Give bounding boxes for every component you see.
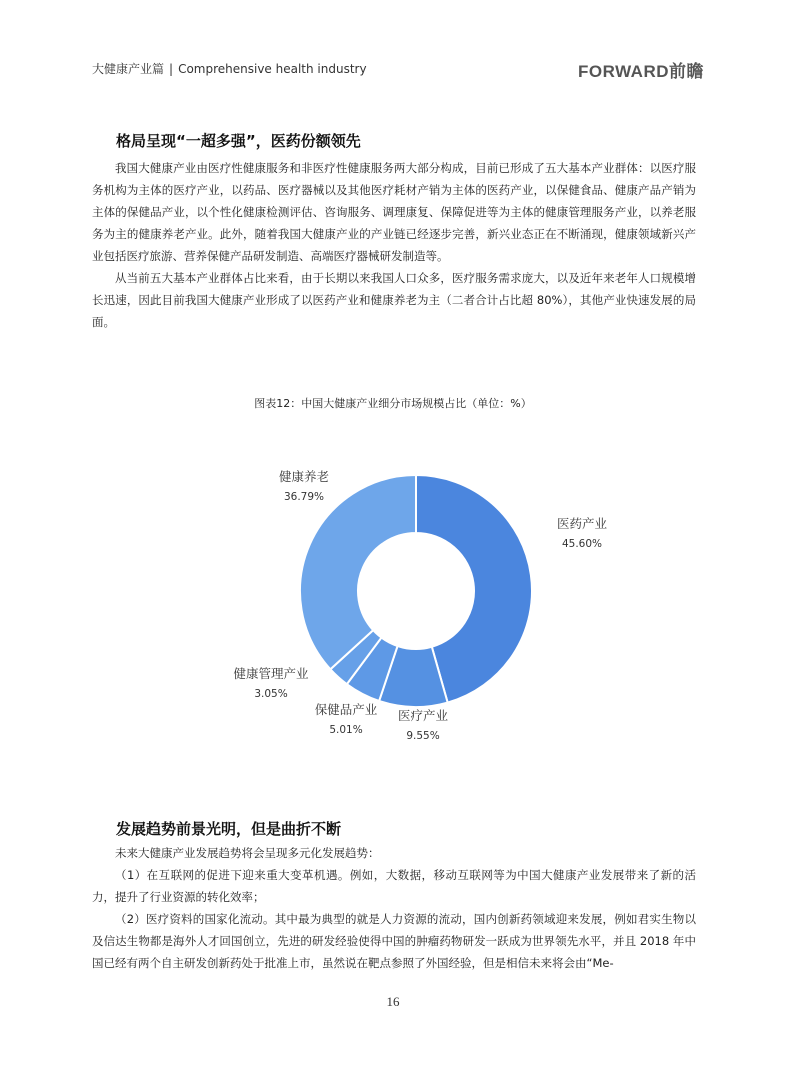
- slice-label-3: 保健品产业: [314, 702, 378, 717]
- slice-value-1: 45.60%: [561, 538, 603, 550]
- section2-heading: 发展趋势前景光明，但是曲折不断: [116, 820, 342, 838]
- section2-paragraph-2: （1）在互联网的促进下迎来重大变革机遇。例如，大数据，移动互联网等为中国大健康产业发展带来了新的活力，提升了行业资源的转化效率；: [92, 868, 696, 904]
- header-title-cn: 大健康产业篇: [92, 62, 165, 76]
- donut-slices: [300, 475, 532, 707]
- section1-paragraph-1: 我国大健康产业由医疗性健康服务和非医疗性健康服务两大部分构成，目前已形成了五大基本产业群体：以医疗服务机构为主体的医疗产业，以药品、医疗器械以及其他医疗耗材产销为主体的医药产业，以保健食品、健康产品产销为主体的保健品产业，以个性化健康检测评估、咨询服务、调理康复、保障促进等为主体的健康管理服务产业，以养老服务为主的健康养老产业。此外，随着我国大健康产业的产业链已经逐步完善，新兴业态正在不断涌现，健康领域新兴产业包括医疗旅游、营养保健产品研发制造、高端医疗器械研发制造等。: [92, 161, 696, 263]
- forward-logo: FORWARD前瞻: [578, 62, 705, 81]
- slice-label-2: 医疗产业: [397, 708, 449, 723]
- section1-paragraph-2: 从当前五大基本产业群体占比来看，由于长期以来我国人口众多，医疗服务需求庞大，以及近年来老年人口规模增长迅速，因此目前我国大健康产业形成了以医药产业和健康养老为主（二者合计占比超 80%），其他产业快速发展的局面。: [92, 271, 696, 329]
- slice-label-5: 健康养老: [278, 469, 330, 484]
- slice-label-1: 医药产业: [556, 516, 608, 531]
- slice-value-5: 36.79%: [283, 491, 325, 503]
- page-number: 16: [386, 994, 400, 1009]
- donut-slice-5: [300, 475, 416, 669]
- section2-body: [92, 842, 696, 974]
- section2-paragraph-1: 未来大健康产业发展趋势将会呈现多元化发展趋势：: [115, 846, 380, 860]
- section2-paragraph-3: （2）医疗资料的国家化流动。其中最为典型的就是人力资源的流动，国内创新药领域迎来发展，例如君实生物以及信达生物都是海外人才回国创立，先进的研发经验使得中国的肿瘤药物研发一跃成为世界领先水平，并且 2018 年中国已经有两个自主研发创新药处于批准上市，虽然说在靶点参照了外国经验，但是相信未来将会由“Me-: [92, 912, 696, 970]
- section1-heading: 格局呈现“一超多强”，医药份额领先: [116, 132, 361, 150]
- header-separator: |: [169, 62, 174, 76]
- slice-value-2: 9.55%: [406, 730, 440, 742]
- slice-value-3: 5.01%: [329, 724, 363, 736]
- slice-value-4: 3.05%: [254, 688, 288, 700]
- slice-label-4: 健康管理产业: [233, 666, 309, 681]
- chart-title: 图表12：中国大健康产业细分市场规模占比（单位：%）: [254, 397, 532, 410]
- header-title-en: Comprehensive health industry: [178, 62, 367, 76]
